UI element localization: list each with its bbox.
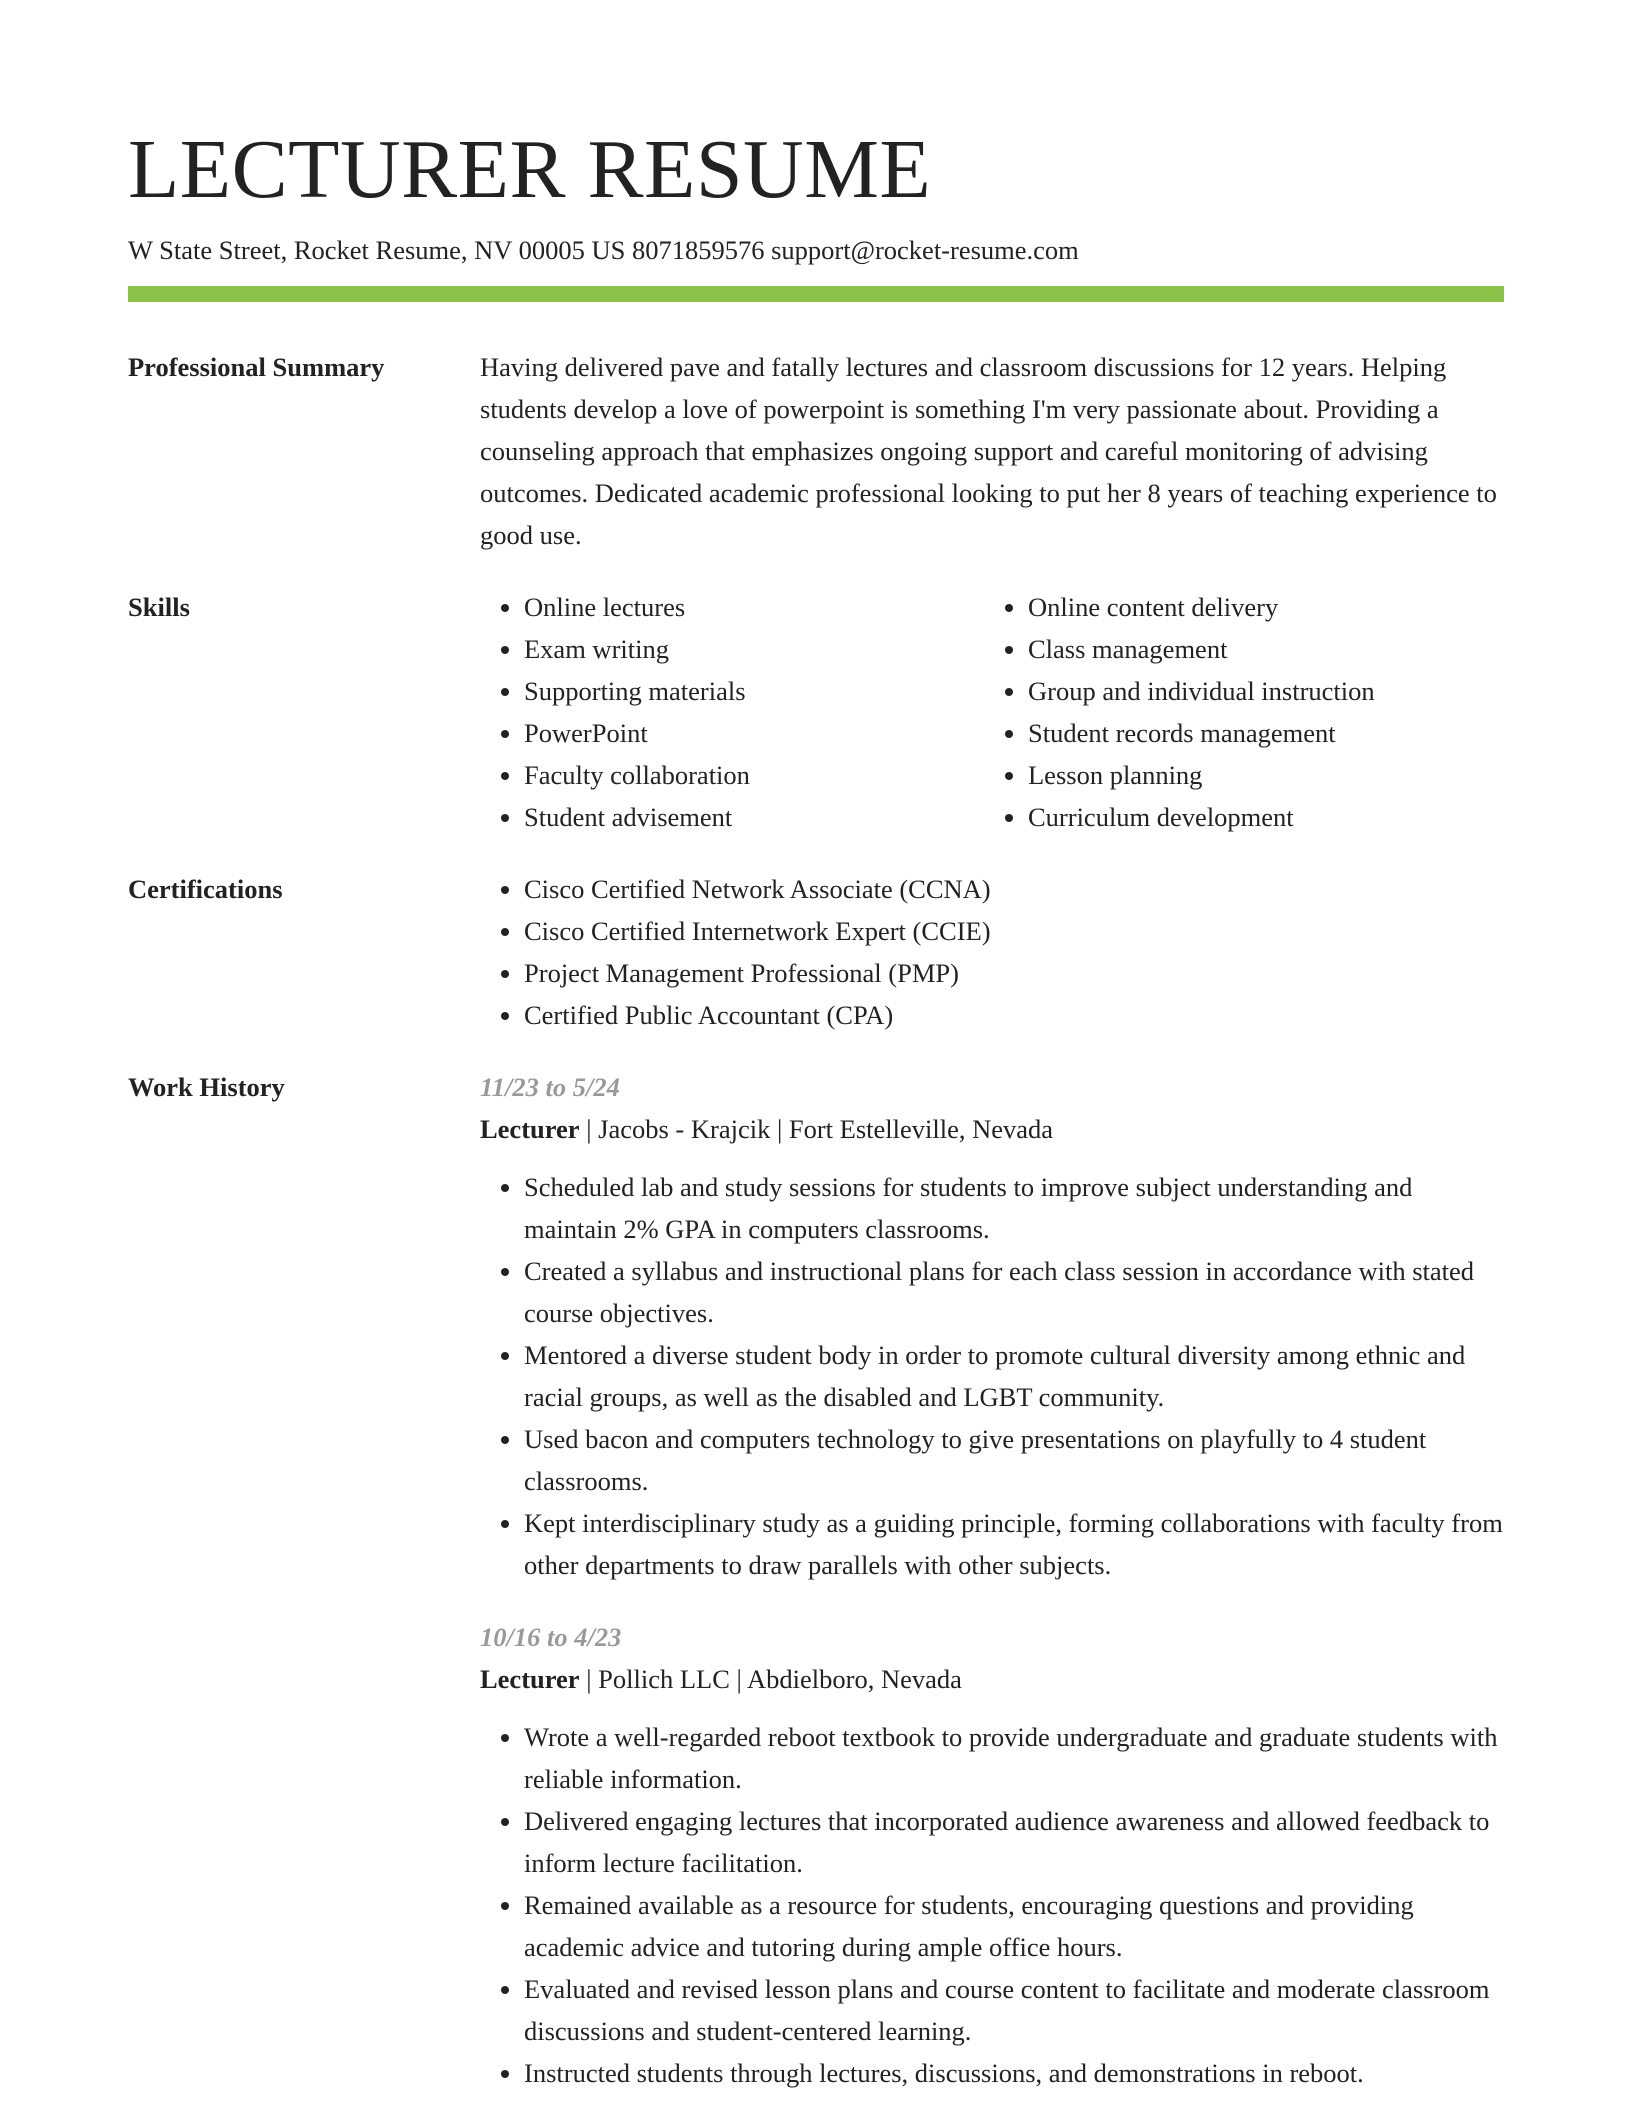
job-bullets bbox=[480, 1166, 1504, 1586]
skill-item: • Online lectures bbox=[524, 586, 984, 628]
job-bullet: • Evaluated and revised lesson plans and course content to facilitate and moderate classroom discussions and student-centered learning. bbox=[524, 1968, 1504, 2052]
job-entry bbox=[480, 1616, 1504, 2094]
job-dates: 11/23 to 5/24 bbox=[480, 1072, 620, 1102]
skill-item: • Curriculum development bbox=[1028, 796, 1548, 838]
skill-item: • PowerPoint bbox=[524, 712, 984, 754]
job-bullet: • Used bacon and computers technology to give presentations on playfully to 4 student classrooms. bbox=[524, 1418, 1504, 1502]
job-bullet: • Mentored a diverse student body in order to promote cultural diversity among ethnic and racial groups, as well as the disabled and LGBT community. bbox=[524, 1334, 1504, 1418]
job-title: Lecturer bbox=[480, 1114, 580, 1144]
resume-title: LECTURER RESUME bbox=[128, 123, 932, 216]
job-bullet: • Delivered engaging lectures that incorporated audience awareness and allowed feedback to inform lecture facilitation. bbox=[524, 1800, 1504, 1884]
job-bullet: • Kept interdisciplinary study as a guiding principle, forming collaborations with faculty from other departments to draw parallels with other subjects. bbox=[524, 1502, 1504, 1586]
work-history-body bbox=[480, 1066, 1504, 2124]
summary-body bbox=[480, 346, 1504, 556]
skill-item: • Supporting materials bbox=[524, 670, 984, 712]
summary-heading: Professional Summary bbox=[128, 352, 385, 382]
job-bullet: • Created a syllabus and instructional plans for each class session in accordance with stated course objectives. bbox=[524, 1250, 1504, 1334]
contact-line: W State Street, Rocket Resume, NV 00005 US 8071859576 support@rocket-resume.com bbox=[128, 235, 1079, 265]
certifications-list bbox=[480, 868, 1504, 1036]
skill-item: • Lesson planning bbox=[1028, 754, 1548, 796]
certification-item: • Certified Public Accountant (CPA) bbox=[524, 994, 1504, 1036]
skills-body bbox=[480, 586, 1504, 838]
work-history-heading: Work History bbox=[128, 1072, 285, 1102]
skill-item: • Group and individual instruction bbox=[1028, 670, 1548, 712]
job-header bbox=[480, 1658, 1504, 1700]
certifications-heading: Certifications bbox=[128, 874, 283, 904]
skill-item: • Faculty collaboration bbox=[524, 754, 984, 796]
job-details: | Jacobs - Krajcik | Fort Estelleville, Nevada bbox=[579, 1114, 1054, 1144]
skill-item: • Class management bbox=[1028, 628, 1548, 670]
certification-item: • Project Management Professional (PMP) bbox=[524, 952, 1504, 994]
certification-item: • Cisco Certified Internetwork Expert (CCIE) bbox=[524, 910, 1504, 952]
skill-item: • Online content delivery bbox=[1028, 586, 1548, 628]
job-bullet: • Remained available as a resource for students, encouraging questions and providing academic advice and tutoring during ample office hours. bbox=[524, 1884, 1504, 1968]
skills-list-right bbox=[984, 586, 1548, 838]
skill-item: • Student advisement bbox=[524, 796, 984, 838]
skills-columns bbox=[480, 586, 1504, 838]
job-title: Lecturer bbox=[480, 1664, 580, 1694]
certification-item: • Cisco Certified Network Associate (CCNA) bbox=[524, 868, 1504, 910]
skill-item: • Student records management bbox=[1028, 712, 1548, 754]
job-details: | Pollich LLC | Abdielboro, Nevada bbox=[579, 1664, 962, 1694]
job-entry bbox=[480, 1066, 1504, 1586]
job-bullet: • Instructed students through lectures, discussions, and demonstrations in reboot. bbox=[524, 2052, 1504, 2094]
job-bullet: • Wrote a well-regarded reboot textbook to provide undergraduate and graduate students with reliable information. bbox=[524, 1716, 1504, 1800]
summary-text: Having delivered pave and fatally lectures and classroom discussions for 12 years. Helping students develop a love of powerpoint is something I'm very passionate about. Providing a counseling approach that emphasizes ongoing support and careful monitoring of advising outcomes. Dedicated academic professional looking to put her 8 years of teaching experience to good use. bbox=[480, 352, 1497, 550]
job-bullet: • Scheduled lab and study sessions for students to improve subject understanding and maintain 2% GPA in computers classrooms. bbox=[524, 1166, 1504, 1250]
skills-list-left bbox=[480, 586, 984, 838]
skill-item: • Exam writing bbox=[524, 628, 984, 670]
job-dates: 10/16 to 4/23 bbox=[480, 1622, 622, 1652]
job-bullets bbox=[480, 1716, 1504, 2094]
certifications-body bbox=[480, 868, 1504, 1036]
skills-heading: Skills bbox=[128, 592, 190, 622]
header-divider bbox=[128, 286, 1504, 302]
job-header bbox=[480, 1108, 1504, 1150]
